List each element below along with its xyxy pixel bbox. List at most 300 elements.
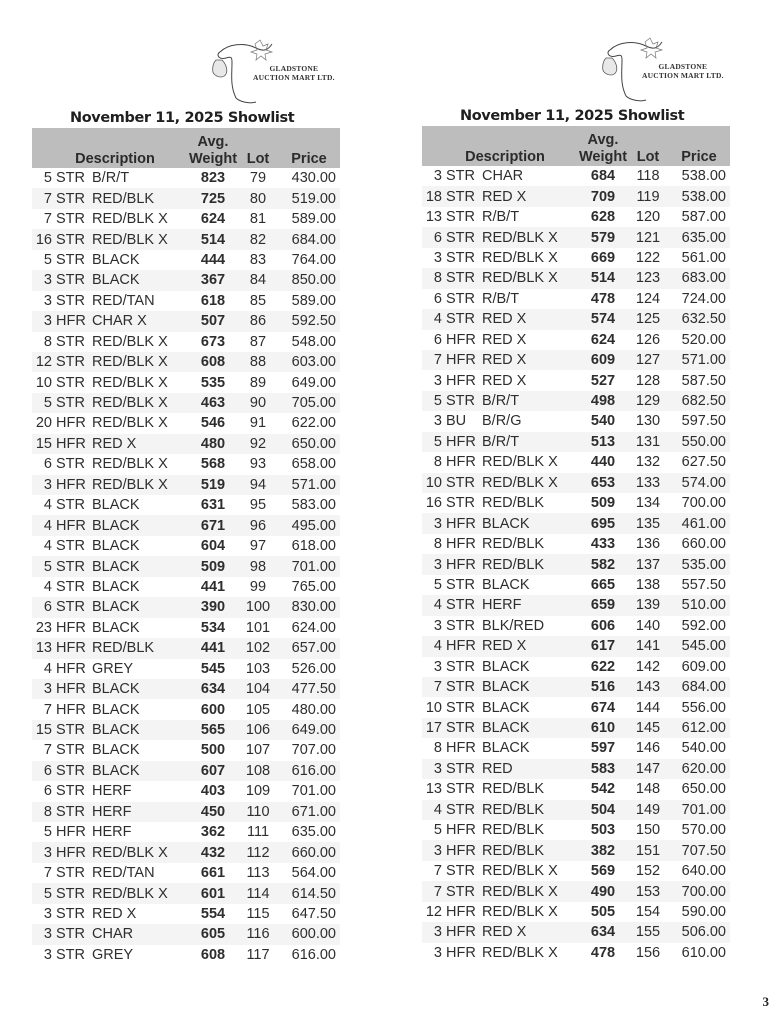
avg-weight: 579 [590,229,616,246]
table-row [32,863,340,883]
table-row [32,842,340,862]
price: 556.00 [681,699,726,716]
price: 600.00 [291,926,336,943]
quantity: 15 [35,435,52,452]
avg-weight: 504 [590,801,616,818]
column-header-price: Price [681,149,717,165]
lot-number: 96 [249,517,267,534]
price: 701.00 [681,801,726,818]
price: 587.50 [681,372,726,389]
avg-weight: 478 [590,290,616,307]
color-breed: HERF [482,597,522,614]
price: 519.00 [291,190,336,207]
table-row [32,332,340,352]
quantity: 15 [35,722,52,739]
avg-weight: 403 [200,783,226,800]
animal-type: HFR [56,660,86,677]
avg-weight: 609 [590,352,616,369]
column-header-avg-weight [188,128,238,168]
header-avg: Avg. [587,132,619,148]
lot-number: 144 [635,699,661,716]
table-row [422,595,730,615]
animal-type: HFR [56,619,86,636]
color-breed: BLACK [482,720,530,737]
avg-weight: 674 [590,699,616,716]
color-breed: RED/BLK X [92,231,168,248]
color-breed: RED/BLK [482,536,545,553]
avg-weight: 709 [590,188,616,205]
animal-type: STR [446,393,475,410]
table-row [422,207,730,227]
quantity: 3 [43,313,52,330]
quantity: 5 [433,433,442,450]
avg-weight: 440 [590,454,616,471]
color-breed: BLACK [92,558,140,575]
animal-type: STR [446,229,475,246]
animal-type: STR [56,722,85,739]
quantity: 5 [43,170,52,187]
table-row [422,575,730,595]
color-breed: BLACK [92,538,140,555]
lot-number: 138 [635,576,661,593]
price: 649.00 [291,722,336,739]
color-breed: RED/TAN [92,865,155,882]
quantity: 5 [433,576,442,593]
color-breed: CHAR [92,926,134,943]
avg-weight: 505 [590,903,616,920]
table-row [422,922,730,942]
quantity: 6 [433,229,442,246]
table-row [32,618,340,638]
lot-number: 127 [635,352,661,369]
quantity: 3 [43,272,52,289]
animal-type: STR [56,374,85,391]
lot-number: 128 [635,372,661,389]
animal-type: HFR [446,822,476,839]
animal-type: STR [446,474,475,491]
lot-number: 81 [249,211,267,228]
quantity: 8 [433,454,442,471]
animal-type: STR [446,209,475,226]
table-row [32,822,340,842]
animal-type: STR [446,883,475,900]
price: 647.50 [291,905,336,922]
table-row [32,413,340,433]
lot-number: 107 [245,742,271,759]
lot-number: 133 [635,474,661,491]
lot-number: 79 [249,170,267,187]
price: 495.00 [291,517,336,534]
price: 538.00 [681,168,726,185]
price: 574.00 [681,474,726,491]
lot-number: 124 [635,290,661,307]
color-breed: GREY [92,660,134,677]
quantity: 5 [43,824,52,841]
quantity: 4 [43,538,52,555]
color-breed: HERF [92,803,132,820]
animal-type: HFR [446,903,476,920]
price: 612.00 [681,720,726,737]
color-breed: R/B/T [482,290,520,307]
lot-number: 114 [246,885,270,902]
animal-type: HFR [56,640,86,657]
lot-number: 125 [635,311,661,328]
animal-type: STR [446,597,475,614]
animal-type: STR [56,456,85,473]
price: 545.00 [681,638,726,655]
animal-type: HFR [446,372,476,389]
quantity: 10 [35,374,52,391]
quantity: 4 [43,578,52,595]
quantity: 3 [433,924,442,941]
price: 571.00 [681,352,726,369]
table-row [32,802,340,822]
animal-type: STR [56,599,85,616]
table-row [32,659,340,679]
lot-number: 87 [249,333,267,350]
color-breed: RED/BLK X [482,903,558,920]
table-row [32,536,340,556]
color-breed: RED/BLK X [92,456,168,473]
avg-weight: 463 [200,395,226,412]
animal-type: STR [56,946,85,963]
quantity: 6 [43,456,52,473]
animal-type: STR [446,658,475,675]
price: 658.00 [291,456,336,473]
avg-weight: 582 [590,556,616,573]
lot-number: 122 [635,249,661,266]
animal-type: STR [56,905,85,922]
color-breed: BLACK [92,251,140,268]
lot-number: 143 [635,679,661,696]
table-row [422,677,730,697]
avg-weight: 546 [200,415,226,432]
animal-type: STR [56,803,85,820]
avg-weight: 622 [590,658,616,675]
avg-weight: 631 [200,497,226,514]
lot-number: 88 [249,354,267,371]
quantity: 3 [433,372,442,389]
animal-type: STR [56,272,85,289]
quantity: 17 [425,720,442,737]
avg-weight: 565 [200,722,226,739]
color-breed: BLACK [92,272,140,289]
lot-number: 139 [635,597,661,614]
color-breed: BLACK [92,762,140,779]
price: 526.00 [291,660,336,677]
table-row [32,740,340,760]
table-row [422,943,730,963]
price: 650.00 [681,781,726,798]
animal-type: STR [446,576,475,593]
lot-number: 91 [249,415,267,432]
table-row [422,166,730,186]
lot-number: 135 [635,515,661,532]
animal-type: STR [56,170,85,187]
animal-type: HFR [56,517,86,534]
quantity: 7 [433,352,442,369]
price: 635.00 [291,824,336,841]
avg-weight: 624 [590,331,616,348]
price: 561.00 [681,249,726,266]
table-row [32,577,340,597]
lot-number: 113 [246,865,270,882]
animal-type: HFR [56,824,86,841]
price: 589.00 [291,211,336,228]
color-breed: BLACK [92,681,140,698]
lot-number: 119 [636,188,660,205]
quantity: 4 [433,801,442,818]
avg-weight: 362 [200,824,226,841]
color-breed: RED X [482,372,527,389]
animal-type: HFR [446,924,476,941]
animal-type: STR [446,863,475,880]
table-row [32,679,340,699]
price: 616.00 [291,946,336,963]
color-breed: RED X [92,905,137,922]
quantity: 8 [433,740,442,757]
color-breed: BLACK [92,599,140,616]
lot-number: 149 [635,801,661,818]
lot-number: 86 [249,313,267,330]
table-row [32,904,340,924]
lot-number: 105 [245,701,271,718]
price: 477.50 [291,681,336,698]
page-number: 3 [762,994,769,1009]
color-breed: RED/BLK X [92,333,168,350]
color-breed: BLK/RED [482,617,545,634]
lot-number: 140 [635,617,661,634]
quantity: 5 [433,822,442,839]
lot-number: 103 [245,660,271,677]
table-row [422,452,730,472]
avg-weight: 480 [200,435,226,452]
column-header-lot: Lot [636,149,660,165]
avg-weight: 441 [200,578,226,595]
table-row [422,881,730,901]
color-breed: BLACK [92,722,140,739]
table-row [422,432,730,452]
animal-type: HFR [446,944,476,961]
lot-number: 130 [635,413,661,430]
table-row [422,391,730,411]
logo-line-1: GLADSTONE [658,62,708,71]
color-breed: RED/BLK [482,842,545,859]
avg-weight: 695 [590,515,616,532]
avg-weight: 540 [590,413,616,430]
quantity: 6 [433,331,442,348]
quantity: 7 [43,211,52,228]
column-header-avg-weight [578,126,628,166]
price: 461.00 [681,515,726,532]
animal-type: HFR [56,844,86,861]
quantity: 18 [425,188,442,205]
color-breed: RED/BLK X [92,374,168,391]
lot-number: 101 [245,619,271,636]
color-breed: RED/BLK X [482,474,558,491]
animal-type: HFR [446,740,476,757]
quantity: 12 [35,354,52,371]
lot-number: 146 [635,740,661,757]
price: 622.00 [291,415,336,432]
avg-weight: 498 [590,393,616,410]
color-breed: RED/BLK X [92,354,168,371]
color-breed: RED/BLK X [482,863,558,880]
price: 701.00 [291,558,336,575]
lot-number: 109 [245,783,271,800]
quantity: 3 [43,476,52,493]
lot-number: 112 [246,844,270,861]
animal-type: STR [56,783,85,800]
price: 583.00 [291,497,336,514]
price: 684.00 [681,679,726,696]
quantity: 8 [43,803,52,820]
color-breed: RED/BLK X [92,885,168,902]
avg-weight: 507 [200,313,226,330]
avg-weight: 527 [590,372,616,389]
animal-type: HFR [446,331,476,348]
price: 707.00 [291,742,336,759]
table-row [422,493,730,513]
lot-number: 154 [635,903,661,920]
avg-weight: 441 [200,640,226,657]
color-breed: R/B/T [482,209,520,226]
table-row [422,636,730,656]
animal-type: STR [446,270,475,287]
color-breed: BLACK [482,699,530,716]
table-row [32,781,340,801]
animal-type: STR [446,495,475,512]
lot-number: 147 [635,760,661,777]
avg-weight: 382 [590,842,616,859]
avg-weight: 606 [590,617,616,634]
animal-type: STR [446,720,475,737]
quantity: 6 [43,762,52,779]
quantity: 13 [425,781,442,798]
table-row [422,759,730,779]
table-row [422,411,730,431]
animal-type: STR [56,558,85,575]
animal-type: HFR [446,842,476,859]
quantity: 7 [43,190,52,207]
price: 707.50 [681,842,726,859]
table-row [32,393,340,413]
header-avg: Avg. [197,134,229,150]
animal-type: HFR [446,433,476,450]
price: 684.00 [291,231,336,248]
table-row [422,186,730,206]
price: 510.00 [681,597,726,614]
quantity: 8 [433,270,442,287]
quantity: 3 [433,413,442,430]
color-breed: RED/BLK [482,822,545,839]
column-header-lot: Lot [246,151,270,167]
color-breed: RED/BLK X [482,229,558,246]
price: 592.00 [681,617,726,634]
price: 480.00 [291,701,336,718]
table-row [32,515,340,535]
table-row [422,330,730,350]
logo-text [642,62,724,80]
avg-weight: 634 [200,681,226,698]
price: 564.00 [291,865,336,882]
avg-weight: 597 [590,740,616,757]
showlist-table [32,128,340,965]
animal-type: STR [446,249,475,266]
avg-weight: 618 [200,292,226,309]
avg-weight: 600 [200,701,226,718]
table-row [32,495,340,515]
animal-type: HFR [56,476,86,493]
color-breed: RED/BLK X [92,211,168,228]
animal-type: STR [56,211,85,228]
auction-mart-logo [32,36,342,108]
auction-mart-logo [422,34,732,106]
animal-type: STR [56,926,85,943]
animal-type: BU [446,413,467,430]
price: 548.00 [291,333,336,350]
quantity: 6 [43,599,52,616]
lot-number: 117 [246,946,270,963]
avg-weight: 509 [200,558,226,575]
lot-number: 111 [246,824,270,841]
animal-type: HFR [446,556,476,573]
column-header-price: Price [291,151,327,167]
color-breed: RED X [482,188,527,205]
lot-number: 152 [635,863,661,880]
table-header-row [32,128,340,168]
price: 660.00 [291,844,336,861]
avg-weight: 367 [200,272,226,289]
price: 682.50 [681,393,726,410]
price: 589.00 [291,292,336,309]
price: 571.00 [291,476,336,493]
lot-number: 110 [246,803,270,820]
table-row [32,270,340,290]
quantity: 8 [433,536,442,553]
color-breed: B/R/T [482,393,520,410]
quantity: 7 [433,883,442,900]
avg-weight: 628 [590,209,616,226]
price: 620.00 [681,760,726,777]
price: 650.00 [291,435,336,452]
table-row [422,309,730,329]
avg-weight: 669 [590,249,616,266]
lot-number: 121 [635,229,661,246]
color-breed: BLACK [92,619,140,636]
animal-type: STR [56,885,85,902]
animal-type: STR [446,699,475,716]
table-row [422,820,730,840]
lot-number: 141 [635,638,661,655]
lot-number: 102 [245,640,271,657]
animal-type: STR [446,168,475,185]
column-header-description: Description [75,151,155,167]
color-breed: BLACK [92,578,140,595]
avg-weight: 542 [590,781,616,798]
avg-weight: 500 [200,742,226,759]
color-breed: RED/BLK X [482,944,558,961]
logo-text [253,64,335,82]
quantity: 3 [433,760,442,777]
color-breed: BLACK [482,740,530,757]
animal-type: HFR [446,536,476,553]
color-breed: BLACK [92,742,140,759]
color-breed: RED/BLK [482,495,545,512]
price: 649.00 [291,374,336,391]
quantity: 20 [35,415,52,432]
animal-type: STR [56,251,85,268]
